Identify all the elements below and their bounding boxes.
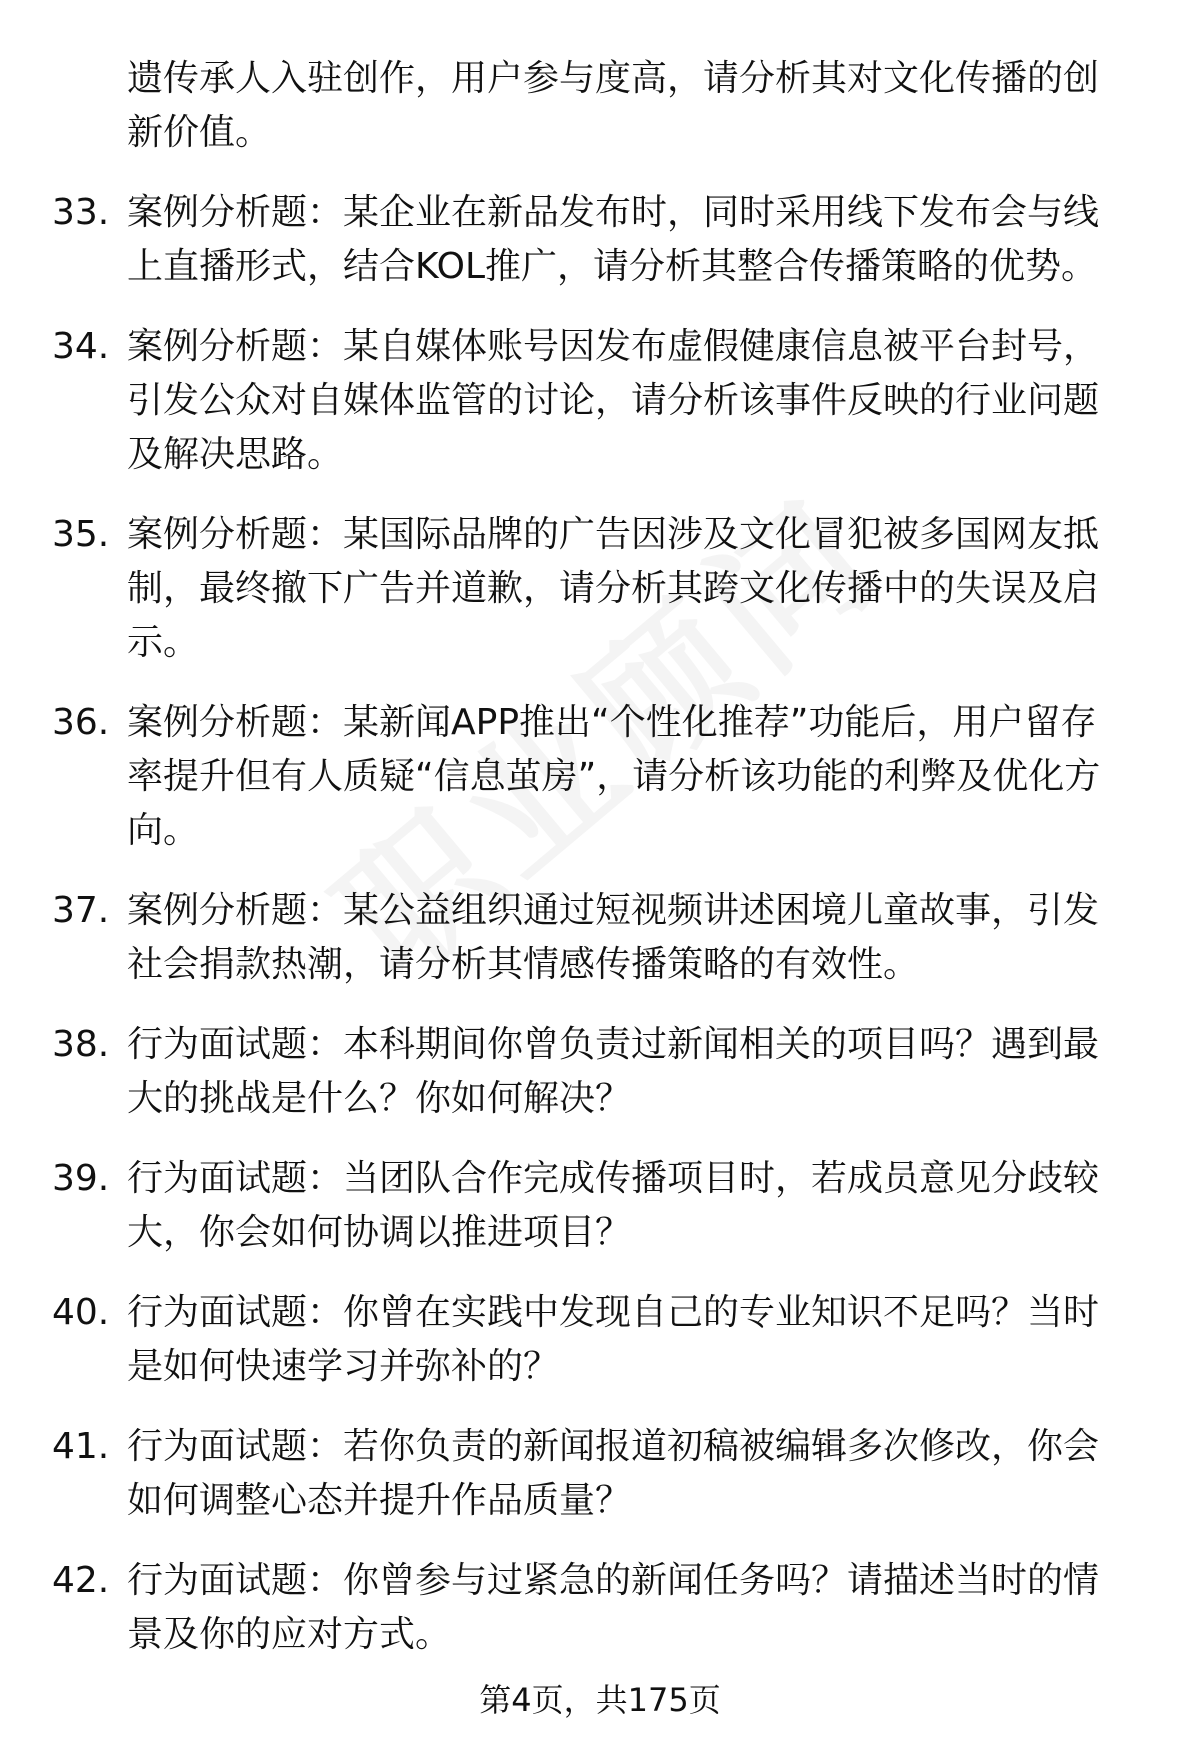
item-text: 案例分析题：某自媒体账号因发布虚假健康信息被平台封号，引发公众对自媒体监管的讨论，请分析该事件反映的行业问题及解决思路。 <box>127 326 1100 475</box>
list-item <box>52 320 1142 482</box>
item-number: 41. <box>52 1426 110 1467</box>
list-item <box>52 1152 1142 1260</box>
item-text: 行为面试题：当团队合作完成传播项目时，若成员意见分歧较大，你会如何协调以推进项目？ <box>127 1158 1100 1253</box>
list-item <box>52 1018 1142 1126</box>
item-number: 34. <box>52 326 110 367</box>
item-number: 33. <box>52 192 110 233</box>
item-number: 38. <box>52 1024 110 1065</box>
page-footer: 第4页，共175页 <box>479 1681 721 1719</box>
item-number <box>52 52 127 160</box>
item-number: 35. <box>52 514 110 555</box>
list-item <box>52 884 1142 992</box>
item-text: 遗传承人入驻创作，用户参与度高，请分析其对文化传播的创新价值。 <box>127 58 1100 153</box>
item-text: 案例分析题：某企业在新品发布时，同时采用线下发布会与线上直播形式，结合KOL推广，请分析其整合传播策略的优势。 <box>127 192 1100 287</box>
item-number: 40. <box>52 1292 110 1333</box>
list-item <box>52 1554 1142 1662</box>
list-item-continuation <box>52 52 1142 160</box>
item-text: 案例分析题：某新闻APP推出“个性化推荐”功能后，用户留存率提升但有人质疑“信息茧房”，请分析该功能的利弊及优化方向。 <box>127 702 1101 851</box>
item-number: 39. <box>52 1158 110 1199</box>
item-text: 行为面试题：若你负责的新闻报道初稿被编辑多次修改，你会如何调整心态并提升作品质量？ <box>127 1426 1100 1521</box>
list-item <box>52 508 1142 670</box>
list-item <box>52 1286 1142 1394</box>
list-item <box>52 1420 1142 1528</box>
item-text: 行为面试题：你曾参与过紧急的新闻任务吗？请描述当时的情景及你的应对方式。 <box>127 1560 1100 1655</box>
item-text: 案例分析题：某国际品牌的广告因涉及文化冒犯被多国网友抵制，最终撤下广告并道歉，请分析其跨文化传播中的失误及启示。 <box>127 514 1100 663</box>
question-list <box>52 52 1142 1688</box>
item-text: 行为面试题：你曾在实践中发现自己的专业知识不足吗？当时是如何快速学习并弥补的？ <box>127 1292 1100 1387</box>
item-text: 行为面试题：本科期间你曾负责过新闻相关的项目吗？遇到最大的挑战是什么？你如何解决？ <box>127 1024 1100 1119</box>
item-text: 案例分析题：某公益组织通过短视频讲述困境儿童故事，引发社会捐款热潮，请分析其情感传播策略的有效性。 <box>127 890 1100 985</box>
list-item <box>52 696 1142 858</box>
item-number: 37. <box>52 890 110 931</box>
item-number: 42. <box>52 1560 110 1601</box>
list-item <box>52 186 1142 294</box>
item-number: 36. <box>52 702 110 743</box>
